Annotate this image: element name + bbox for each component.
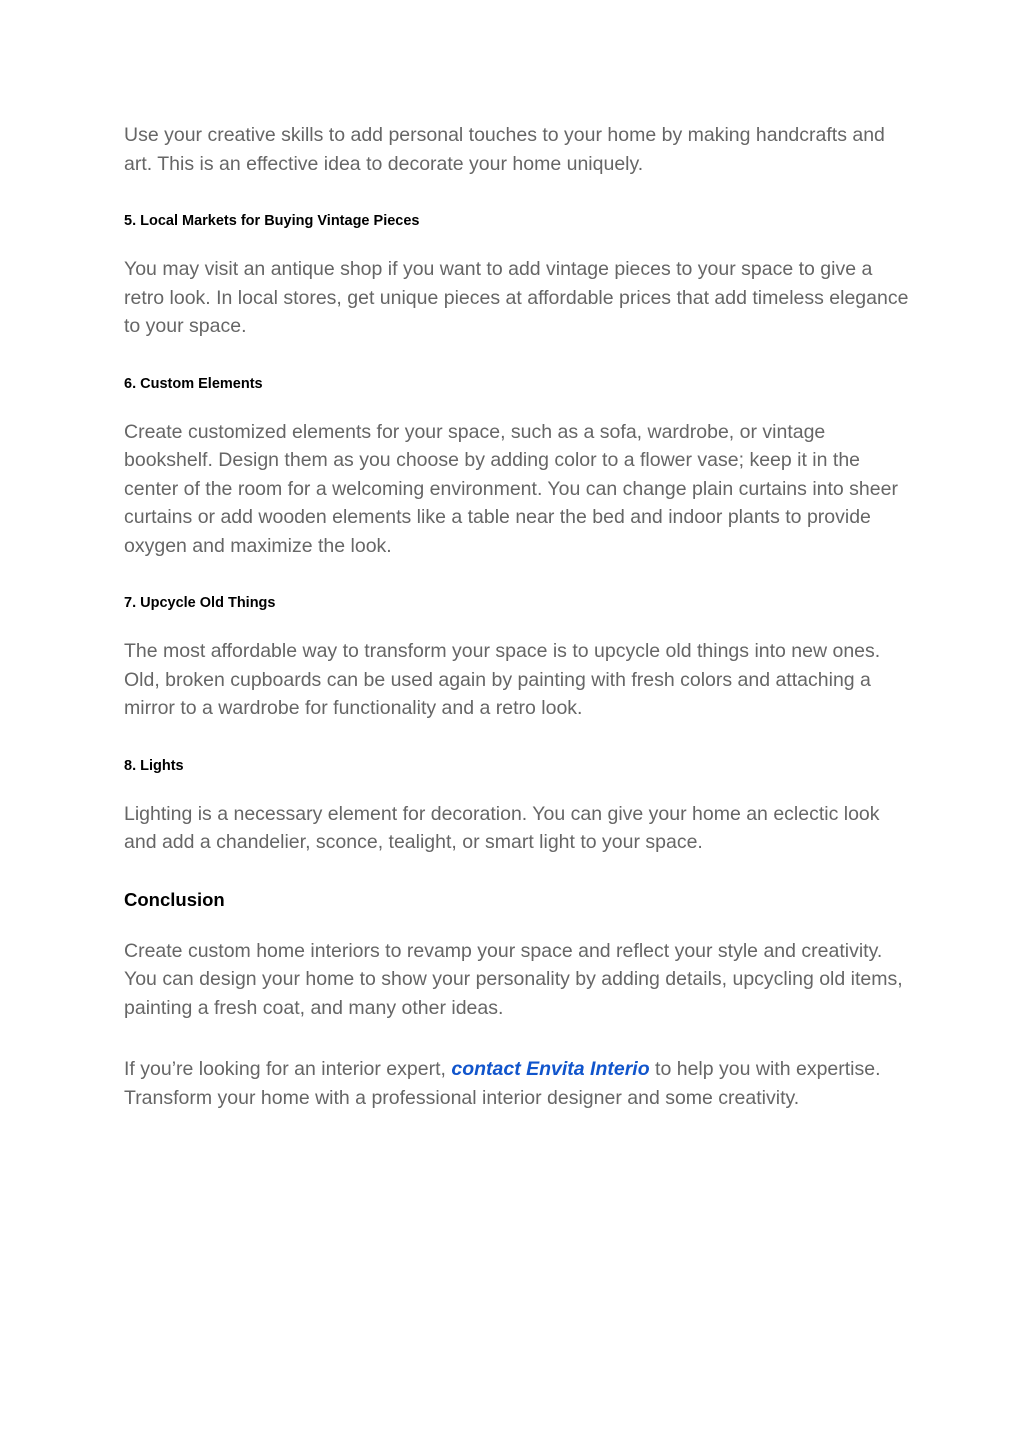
heading-local-markets: 5. Local Markets for Buying Vintage Pieces xyxy=(124,213,420,229)
lights-paragraph: Lighting is a necessary element for decoration. You can give your home an eclectic look and add a chandelier, sconce, tealight, or smart light to your space. xyxy=(124,802,880,853)
custom-elements-paragraph: Create customized elements for your space, such as a sofa, wardrobe, or vintage bookshelf. Design them as you choose by adding color to a flower vase; keep it in the center of the room for a welcoming environment. You can change plain curtains into sheer curtains or add wooden elements like a table near the bed and indoor plants to provide oxygen and maximize the look. xyxy=(124,420,898,557)
heading-upcycle: 7. Upcycle Old Things xyxy=(124,595,276,611)
document-page xyxy=(124,121,914,1112)
heading-custom-elements: 6. Custom Elements xyxy=(124,375,263,392)
heading-conclusion: Conclusion xyxy=(124,888,225,910)
intro-paragraph: Use your creative skills to add personal touches to your home by making handcrafts and art. This is an effective idea to decorate your home uniquely. xyxy=(124,124,885,175)
local-markets-paragraph: You may visit an antique shop if you want to add vintage pieces to your space to give a retro look. In local stores, get unique pieces at affordable prices that add timeless elegance to your space. xyxy=(124,258,909,337)
upcycle-paragraph: The most affordable way to transform your space is to upcycle old things into new ones. Old, broken cupboards can be used again by painting with fresh colors and attaching a mirror to a wardrobe for functionality and a retro look. xyxy=(124,640,881,719)
heading-lights: 8. Lights xyxy=(124,757,184,774)
final-text-before: If you’re looking for an interior expert, xyxy=(124,1058,452,1080)
final-paragraph xyxy=(124,1055,914,1112)
final-text-after: to help you with expertise. Transform your home with a professional interior designer and some creativity. xyxy=(124,1058,881,1109)
contact-envita-interio-link[interactable]: contact Envita Interio xyxy=(451,1058,650,1080)
conclusion-paragraph: Create custom home interiors to revamp your space and reflect your style and creativity. You can design your home to show your personality by adding details, upcycling old items, painting a fresh coat, and many other ideas. xyxy=(124,939,903,1019)
